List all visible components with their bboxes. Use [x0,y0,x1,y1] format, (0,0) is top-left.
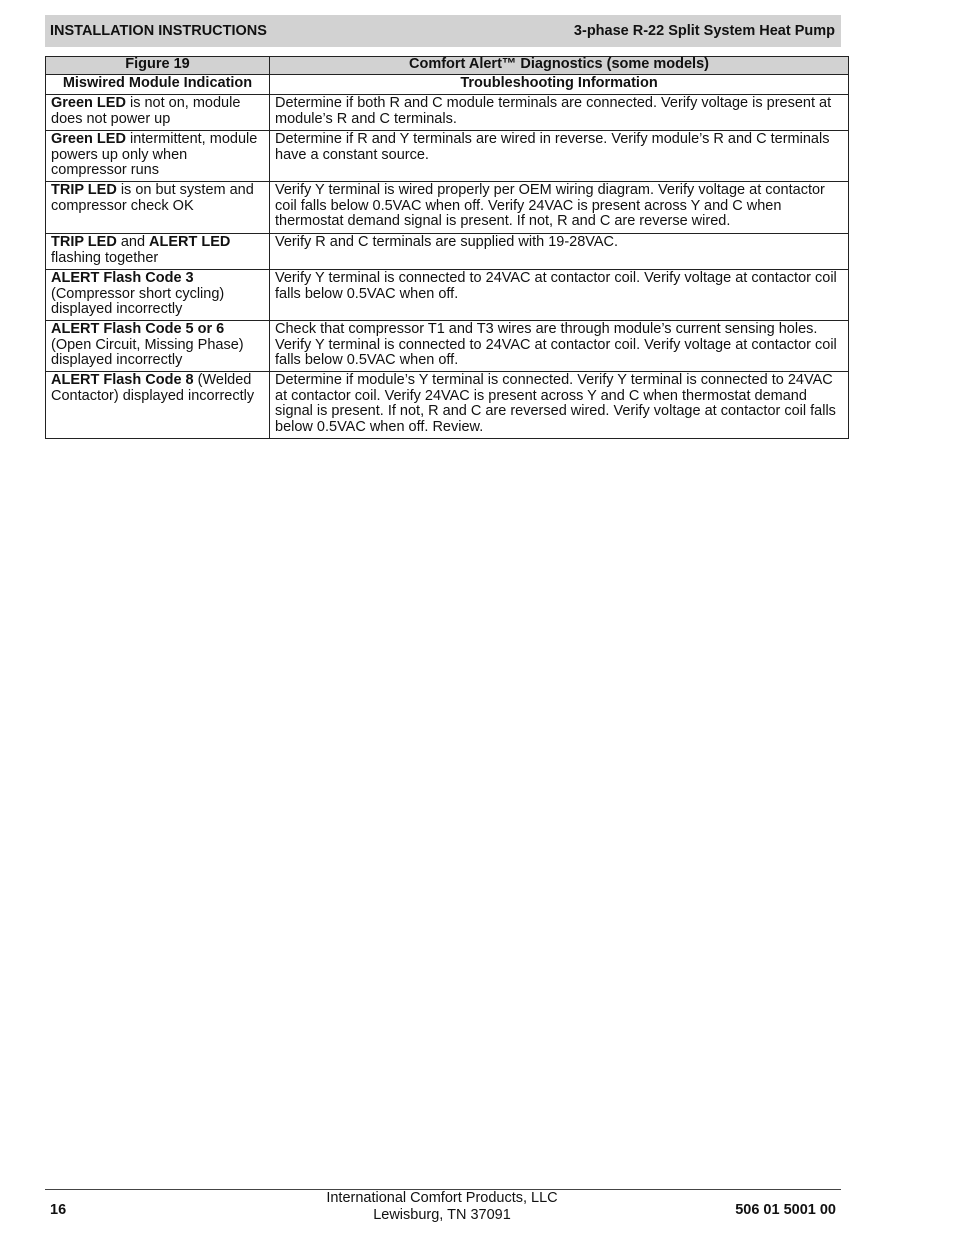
col-header-indication: Miswired Module Indication [46,75,270,95]
figure-label: Figure 19 [46,57,270,75]
indication-cell: ALERT Flash Code 3 (Compressor short cycling) displayed incorrectly [46,270,270,321]
info-cell: Verify Y terminal is wired properly per OEM wiring diagram. Verify voltage at contactor coil falls below 0.5VAC when off. Verify 24VAC is present across Y and C when thermostat demand signal is present. If not, R and C are reverse wired. [270,182,849,234]
header-right-title: 3-phase R-22 Split System Heat Pump [573,23,835,39]
table-row [46,372,849,439]
indication-cell: Green LED is not on, module does not power up [46,95,270,131]
info-cell: Verify Y terminal is connected to 24VAC at contactor coil. Verify voltage at contactor coil falls below 0.5VAC when off. [270,270,849,321]
table-row [46,270,849,321]
table-row [46,95,849,131]
document-number: 506 01 5001 00 [735,1202,836,1218]
figure-caption-row [46,57,849,75]
info-cell: Check that compressor T1 and T3 wires are through module’s current sensing holes. Verify Y terminal is connected to 24VAC at contactor coil. Verify voltage at contactor coil falls below 0.5VAC when off. [270,321,849,372]
page-number: 16 [50,1202,67,1218]
table-row [46,131,849,182]
table-row [46,321,849,372]
indication-cell: ALERT Flash Code 5 or 6 (Open Circuit, Missing Phase) displayed incorrectly [46,321,270,372]
info-cell: Determine if module’s Y terminal is connected. Verify Y terminal is connected to 24VAC at contactor coil. Verify 24VAC is present across Y and C when thermostat demand signal is present. If not, R and C are reversed wired. Verify voltage at contactor coil falls below 0.5VAC when off. Review. [270,372,849,439]
table-row [46,182,849,234]
indication-cell: Green LED intermittent, module powers up only when compressor runs [46,131,270,182]
header-left-title: INSTALLATION INSTRUCTIONS [50,23,267,39]
figure-title: Comfort Alert™ Diagnostics (some models) [270,57,849,75]
footer-address: Lewisburg, TN 37091 [373,1207,511,1223]
page-header [45,15,841,47]
info-cell: Verify R and C terminals are supplied with 19-28VAC. [270,234,849,270]
footer-company-block [292,1190,592,1224]
indication-cell: TRIP LED is on but system and compressor check OK [46,182,270,234]
indication-cell: ALERT Flash Code 8 (Welded Contactor) displayed incorrectly [46,372,270,439]
table-row [46,234,849,270]
footer-company: International Comfort Products, LLC [326,1190,558,1206]
col-header-troubleshooting: Troubleshooting Information [270,75,849,95]
indication-cell: TRIP LED and ALERT LED flashing together [46,234,270,270]
column-header-row [46,75,849,95]
info-cell: Determine if both R and C module terminals are connected. Verify voltage is present at module’s R and C terminals. [270,95,849,131]
diagnostics-table [45,56,849,439]
info-cell: Determine if R and Y terminals are wired in reverse. Verify module’s R and C terminals have a constant source. [270,131,849,182]
